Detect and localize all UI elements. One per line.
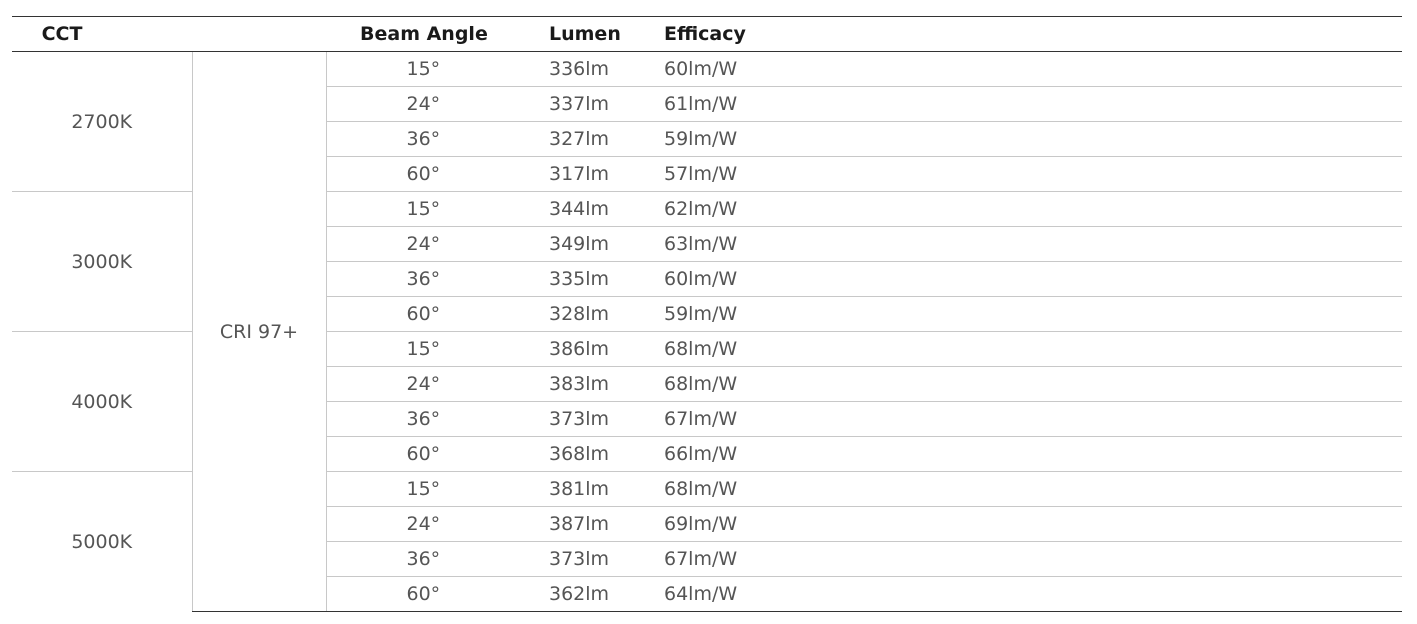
efficacy-cell: 59lm/W: [664, 122, 1402, 157]
lumen-cell: 317lm: [535, 157, 664, 192]
beam-angle-cell: 60°: [326, 577, 535, 612]
beam-angle-cell: 36°: [326, 262, 535, 297]
lumen-cell: 368lm: [535, 437, 664, 472]
cct-cell: 4000K: [12, 332, 192, 472]
efficacy-cell: 67lm/W: [664, 542, 1402, 577]
cct-cell: 5000K: [12, 472, 192, 612]
efficacy-cell: 69lm/W: [664, 507, 1402, 542]
table-row: [12, 52, 1402, 87]
beam-angle-cell: 36°: [326, 402, 535, 437]
cct-cell: 2700K: [12, 52, 192, 192]
efficacy-cell: 68lm/W: [664, 472, 1402, 507]
beam-angle-cell: 15°: [326, 332, 535, 367]
lumen-cell: 373lm: [535, 402, 664, 437]
lumen-cell: 373lm: [535, 542, 664, 577]
lumen-cell: 337lm: [535, 87, 664, 122]
lumen-cell: 344lm: [535, 192, 664, 227]
header-row: [12, 17, 1402, 52]
efficacy-cell: 57lm/W: [664, 157, 1402, 192]
efficacy-cell: 59lm/W: [664, 297, 1402, 332]
header-cri: [192, 17, 326, 52]
beam-angle-cell: 15°: [326, 472, 535, 507]
header-cct: CCT: [12, 17, 192, 52]
efficacy-cell: 60lm/W: [664, 52, 1402, 87]
lumen-cell: 362lm: [535, 577, 664, 612]
beam-angle-cell: 15°: [326, 52, 535, 87]
header-lumen: Lumen: [535, 17, 664, 52]
beam-angle-cell: 36°: [326, 542, 535, 577]
lumen-cell: 336lm: [535, 52, 664, 87]
lumen-cell: 383lm: [535, 367, 664, 402]
lumen-cell: 381lm: [535, 472, 664, 507]
beam-angle-cell: 60°: [326, 297, 535, 332]
efficacy-cell: 62lm/W: [664, 192, 1402, 227]
efficacy-cell: 68lm/W: [664, 367, 1402, 402]
efficacy-cell: 67lm/W: [664, 402, 1402, 437]
lumen-cell: 386lm: [535, 332, 664, 367]
efficacy-cell: 66lm/W: [664, 437, 1402, 472]
cct-cell: 3000K: [12, 192, 192, 332]
efficacy-cell: 68lm/W: [664, 332, 1402, 367]
beam-angle-cell: 24°: [326, 507, 535, 542]
efficacy-cell: 63lm/W: [664, 227, 1402, 262]
lumen-cell: 327lm: [535, 122, 664, 157]
beam-angle-cell: 15°: [326, 192, 535, 227]
beam-angle-cell: 60°: [326, 437, 535, 472]
lumen-cell: 335lm: [535, 262, 664, 297]
efficacy-cell: 60lm/W: [664, 262, 1402, 297]
efficacy-cell: 64lm/W: [664, 577, 1402, 612]
beam-angle-cell: 24°: [326, 87, 535, 122]
beam-angle-cell: 36°: [326, 122, 535, 157]
header-efficacy: Efficacy: [664, 17, 1402, 52]
spec-table-body: [12, 52, 1402, 612]
efficacy-cell: 61lm/W: [664, 87, 1402, 122]
beam-angle-cell: 24°: [326, 227, 535, 262]
lumen-cell: 387lm: [535, 507, 664, 542]
beam-angle-cell: 24°: [326, 367, 535, 402]
spec-table: [12, 16, 1402, 612]
cri-cell: CRI 97+: [192, 52, 326, 612]
lumen-cell: 328lm: [535, 297, 664, 332]
header-beam-angle: Beam Angle: [326, 17, 535, 52]
beam-angle-cell: 60°: [326, 157, 535, 192]
lumen-cell: 349lm: [535, 227, 664, 262]
